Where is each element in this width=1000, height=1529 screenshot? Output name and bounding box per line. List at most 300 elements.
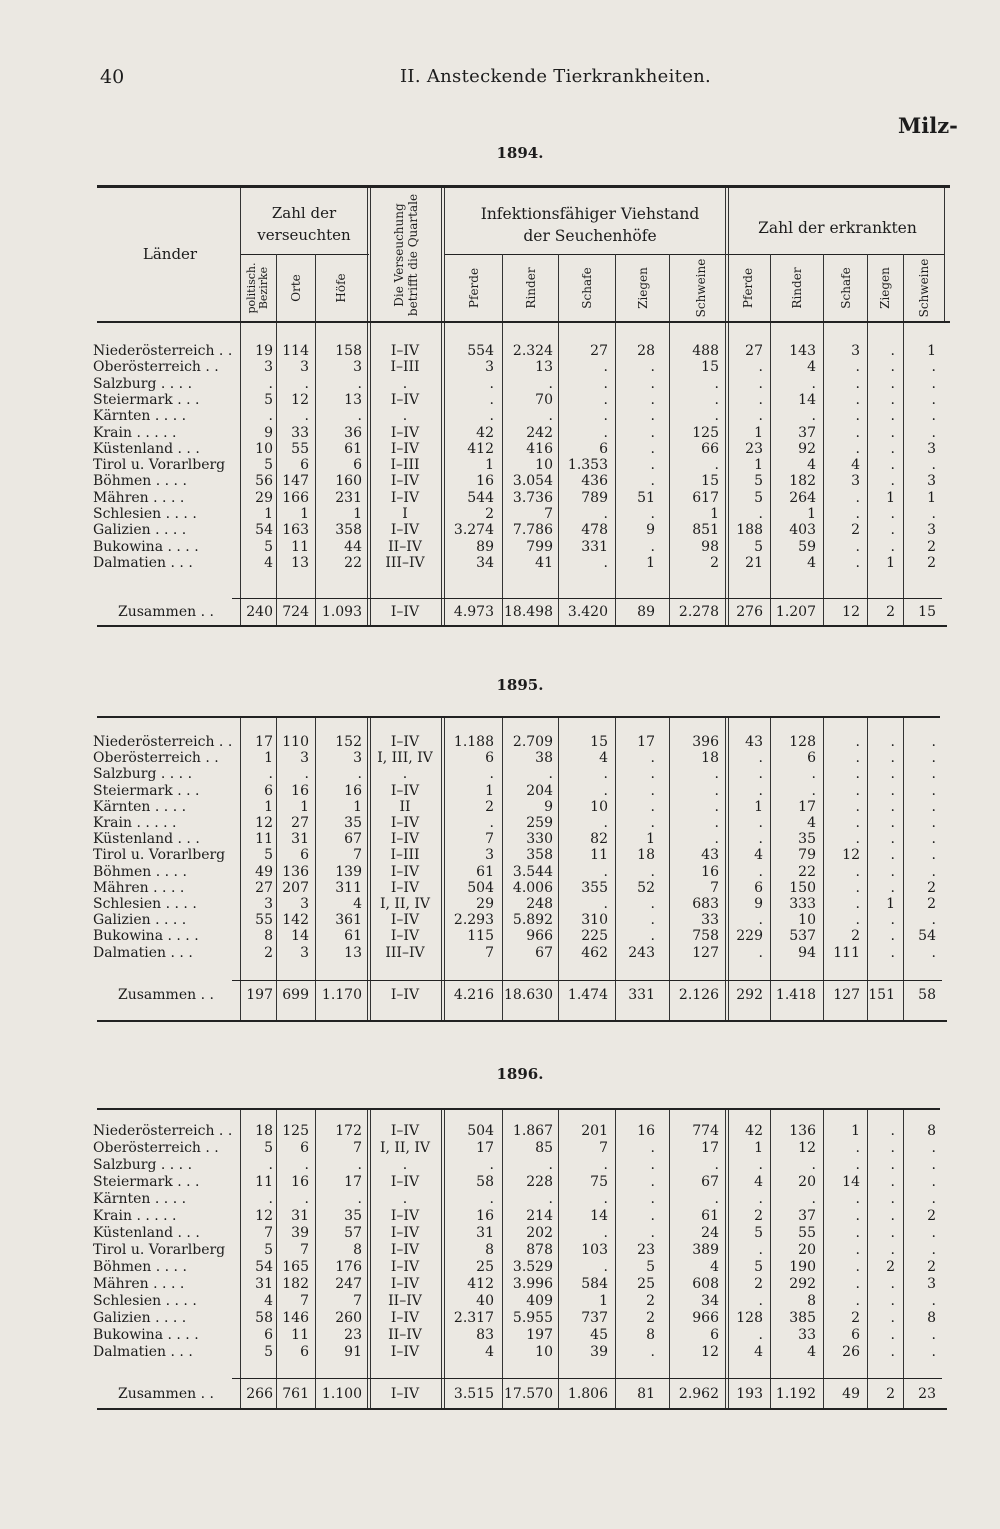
land-name: Küstenland . . . [93,440,200,457]
table-cell: 13 [344,391,362,408]
table-cell: 31 [291,831,309,848]
land-name: Küstenland . . . [93,831,200,848]
land-name: Galizien . . . . [93,912,187,929]
table-cell: . [758,912,763,929]
table-cell: 3 [300,359,309,376]
table-cell: . [758,863,763,880]
table-cell: 412 [467,1276,494,1292]
table-cell: 49 [255,863,273,880]
table-cell: 478 [581,522,608,539]
land-name: Niederösterreich . . [93,343,233,359]
table-cell: . [890,391,895,408]
total-cell: 331 [628,987,655,1003]
header-pferde-erkrankt: Pferde [741,267,755,309]
table-cell: 197 [526,1327,553,1343]
table-cell: . [890,782,895,799]
table-cell: . [890,375,895,392]
table-cell: 851 [692,522,719,539]
table-cell: . [855,766,860,783]
table-cell: . [304,766,309,783]
table-cell: 7 [599,1140,608,1156]
land-name: Bukowina . . . . [93,928,199,945]
table-cell: 4 [599,750,608,767]
land-name: Salzburg . . . . [93,1157,193,1173]
table-cell: . [931,1327,936,1343]
total-cell: 1.418 [775,987,816,1003]
table-cell: . [890,343,895,359]
table-cell: . [811,408,816,425]
table-cell: . [931,506,936,522]
table-cell: 15 [701,359,719,376]
table-cell: 125 [692,424,719,441]
table-cell: 14 [798,391,816,408]
total-cell: I–IV [390,1386,420,1402]
land-name: Krain . . . . . [93,815,177,831]
table-cell: 3 [927,1276,936,1292]
table-cell: 1 [851,1123,860,1139]
header-quartale: Die Verseuchung betrifft die Quartale [392,193,420,317]
table-cell: 125 [282,1123,309,1139]
table-cell: 12 [701,1344,719,1360]
total-cell: 3.515 [453,1386,494,1402]
table-cell: 229 [736,928,763,945]
table-cell: . [855,1225,860,1241]
table-cell: 10 [255,440,273,457]
table-cell: 2 [927,879,936,896]
table-cell: . [855,359,860,376]
table-cell: 16 [291,782,309,799]
table-cell: 310 [581,912,608,929]
table-cell: . [855,1157,860,1173]
table-cell: 412 [467,440,494,457]
table-cell: . [855,489,860,506]
table-cell: 488 [692,343,719,359]
table-cell: . [855,750,860,767]
table-cell: 172 [335,1123,362,1139]
table-cell: 8 [927,1310,936,1326]
table-cell: 37 [798,1208,816,1224]
total-cell: I–IV [390,987,420,1003]
header-schweine: Schweine [694,258,708,318]
table-cell: 4 [807,815,816,831]
table-cell: 2 [710,554,719,571]
table-cell: 3.054 [512,473,553,490]
table-cell: 330 [526,831,553,848]
table-cell: . [890,912,895,929]
table-cell: . [603,782,608,799]
table-cell: 8 [353,1242,362,1258]
table-cell: 264 [789,489,816,506]
table-cell: . [714,408,719,425]
table-cell: 2 [264,944,273,961]
table-cell: 6 [300,847,309,864]
table-cell: . [714,457,719,474]
table-cell: 3 [851,343,860,359]
table-cell: 2 [927,1208,936,1224]
table-cell: 17 [798,798,816,815]
table-cell: . [603,1191,608,1207]
table-cell: 1 [927,343,936,359]
table-cell: . [855,1191,860,1207]
table-cell: 204 [526,782,553,799]
table-cell: 85 [535,1140,553,1156]
table-cell: . [855,831,860,848]
table-cell: 12 [798,1140,816,1156]
table-cell: 10 [798,912,816,929]
table-cell: 4 [264,1293,273,1309]
table-cell: 7 [485,831,494,848]
table-cell: 14 [590,1208,608,1224]
table-cell: 27 [745,343,763,359]
table-cell: . [714,1157,719,1173]
table-cell: 59 [798,538,816,555]
table-cell: . [650,1191,655,1207]
table-cell: 2 [754,1208,763,1224]
page-number: 40 [100,66,125,88]
table-cell: 12 [291,391,309,408]
table-cell: . [268,375,273,392]
table-cell: I–IV [390,782,420,799]
table-cell: . [890,928,895,945]
table-cell: . [650,375,655,392]
table-cell: I [402,506,408,522]
table-cell: . [357,408,362,425]
table-cell: 966 [692,1310,719,1326]
header-schafe: Schafe [580,267,594,309]
total-cell: 197 [246,987,273,1003]
table-cell: 25 [637,1276,655,1292]
table-cell: I–IV [390,1174,420,1190]
table-cell: I–IV [390,473,420,490]
table-cell: . [650,538,655,555]
table-cell: 2 [927,1259,936,1275]
table-cell: . [603,766,608,783]
total-cell: 12 [842,604,860,620]
table-cell: 17 [344,1174,362,1190]
table-cell: . [402,375,408,392]
table-cell: . [890,815,895,831]
table-cell: . [714,831,719,848]
table-cell: 16 [476,473,494,490]
table-cell: 35 [344,815,362,831]
table-cell: 1 [599,1293,608,1309]
table-cell: . [890,1242,895,1258]
table-cell: . [890,440,895,457]
table-cell: . [714,782,719,799]
table-cell: I–IV [390,440,420,457]
table-cell: . [890,538,895,555]
total-cell: 761 [282,1386,309,1402]
table-cell: 13 [344,944,362,961]
total-cell: 1.192 [775,1386,816,1402]
table-cell: . [855,1242,860,1258]
table-cell: 361 [335,912,362,929]
table-cell: . [855,1140,860,1156]
table-cell: 1 [300,798,309,815]
table-cell: . [931,1157,936,1173]
table-cell: 4 [353,896,362,912]
total-cell: 1.474 [567,987,608,1003]
land-name: Tirol u. Vorarlberg [93,457,226,474]
table-cell: 45 [590,1327,608,1343]
total-cell: 58 [918,987,936,1003]
table-cell: 259 [526,815,553,831]
table-cell: 8 [927,1123,936,1139]
header-bezirke: politisch. Bezirke [245,262,270,314]
table-cell: . [890,734,895,750]
table-cell: . [855,554,860,571]
table-cell: . [402,408,408,425]
table-cell: . [890,798,895,815]
table-cell: 260 [335,1310,362,1326]
table-cell: 1 [754,798,763,815]
table-cell: 3.736 [512,489,553,506]
table-cell: 4 [754,1174,763,1190]
land-name: Oberösterreich . . [93,1140,219,1156]
table-cell: 158 [335,343,362,359]
header-ziegen: Ziegen [636,267,650,309]
table-cell: 8 [646,1327,655,1343]
table-cell: I–IV [390,424,420,441]
table-cell: 12 [842,847,860,864]
table-top-rule [97,716,940,718]
table-cell: I–IV [390,1208,420,1224]
table-cell: . [855,782,860,799]
table-cell: . [855,424,860,441]
total-cell: 2.278 [678,604,719,620]
table-cell: . [758,1191,763,1207]
table-cell: II–IV [388,1293,422,1309]
header-schweine-erkrankt: Schweine [917,258,931,318]
total-cell: 81 [637,1386,655,1402]
table-cell: . [489,815,494,831]
table-cell: 23 [745,440,763,457]
table-cell: 16 [344,782,362,799]
table-cell: . [758,944,763,961]
total-cell: 1.207 [775,604,816,620]
table-cell: . [650,782,655,799]
table-cell: 70 [535,391,553,408]
land-name: Kärnten . . . . [93,798,187,815]
table-cell: 16 [476,1208,494,1224]
table-cell: 7.786 [512,522,553,539]
table-cell: 358 [526,847,553,864]
table-cell: . [931,375,936,392]
table-cell: 4 [807,457,816,474]
table-cell: . [931,1242,936,1258]
table-cell: 5 [754,1259,763,1275]
table-cell: 7 [300,1293,309,1309]
table-cell: 127 [692,944,719,961]
table-cell: 61 [701,1208,719,1224]
land-name: Salzburg . . . . [93,766,193,783]
table-cell: . [603,391,608,408]
land-name: Kärnten . . . . [93,408,187,425]
table-cell: . [811,782,816,799]
table-cell: . [714,375,719,392]
table-cell: I–IV [390,831,420,848]
table-cell: 799 [526,538,553,555]
table-cell: 139 [335,863,362,880]
table-cell: 3 [927,440,936,457]
total-cell: 1.093 [321,604,362,620]
total-cell: 2 [886,1386,895,1402]
table-cell: 2 [485,798,494,815]
table-cell: 67 [535,944,553,961]
total-cell: 15 [918,604,936,620]
table-cell: 17 [476,1140,494,1156]
table-cell: . [650,440,655,457]
table-cell: 98 [701,538,719,555]
table-cell: 147 [282,473,309,490]
table-cell: 150 [789,879,816,896]
table-cell: . [758,750,763,767]
table-cell: . [931,831,936,848]
table-cell: 396 [692,734,719,750]
table-cell: 3 [300,944,309,961]
header-pferde: Pferde [467,267,481,309]
table-cell: 1 [264,506,273,522]
table-cell: 58 [255,1310,273,1326]
land-name: Schlesien . . . . [93,506,197,522]
table-cell: 83 [476,1327,494,1343]
table-cell: . [268,1157,273,1173]
table-cell: 67 [701,1174,719,1190]
table-cell: III–IV [385,554,425,571]
table-cell: . [548,1157,553,1173]
land-name: Galizien . . . . [93,1310,187,1326]
table-cell: I–IV [390,879,420,896]
header-orte: Orte [289,274,303,302]
table-cell: . [357,1157,362,1173]
table-cell: 11 [255,831,273,848]
table-cell: 1 [886,554,895,571]
table-cell: I, III, IV [377,750,433,767]
table-cell: 54 [255,522,273,539]
table-cell: 136 [282,863,309,880]
running-head: II. Ansteckende Tierkrankheiten. [400,66,712,87]
table-cell: . [758,506,763,522]
table-cell: 2.709 [512,734,553,750]
total-cell: 724 [282,604,309,620]
table-cell: 18 [255,1123,273,1139]
header-laender: Länder [142,245,198,263]
table-cell: 537 [789,928,816,945]
table-cell: I–IV [390,734,420,750]
table-cell: 19 [255,343,273,359]
table-cell: . [811,1191,816,1207]
table-cell: 10 [535,1344,553,1360]
table-cell: 58 [476,1174,494,1190]
table-cell: . [758,359,763,376]
table-top-rule [97,1108,940,1110]
table-cell: 966 [526,928,553,945]
table-cell: 14 [291,928,309,945]
land-name: Mähren . . . . [93,879,185,896]
table-cell: 9 [646,522,655,539]
table-cell: 11 [590,847,608,864]
table-cell: 182 [282,1276,309,1292]
land-name: Galizien . . . . [93,522,187,539]
table-cell: 9 [544,798,553,815]
table-cell: 1 [754,1140,763,1156]
table-cell: 43 [701,847,719,864]
table-cell: . [931,1140,936,1156]
table-cell: . [758,782,763,799]
table-cell: . [402,1191,408,1207]
table-cell: . [603,554,608,571]
table-cell: 190 [789,1259,816,1275]
table-cell: . [890,1293,895,1309]
table-cell: . [650,473,655,490]
table-cell: 114 [282,343,309,359]
table-cell: 17 [255,734,273,750]
table-cell: 37 [798,424,816,441]
land-name: Dalmatien . . . [93,1344,193,1360]
header-schafe-erkrankt: Schafe [839,267,853,309]
table-cell: 3 [300,750,309,767]
table-cell: 1 [353,798,362,815]
table-cell: . [811,766,816,783]
table-cell: . [890,766,895,783]
total-cell: 266 [246,1386,273,1402]
table-cell: 160 [335,473,362,490]
table-cell: 4 [485,1344,494,1360]
total-rule [232,598,942,599]
table-cell: . [268,766,273,783]
table-cell: 3 [353,750,362,767]
table-cell: . [931,1174,936,1190]
table-cell: 29 [255,489,273,506]
table-cell: 31 [476,1225,494,1241]
table-cell: 11 [291,538,309,555]
table-cell: 5 [264,1140,273,1156]
table-cell: 166 [282,489,309,506]
table-cell: . [855,391,860,408]
table-cell: . [268,408,273,425]
table-cell: . [758,375,763,392]
table-cell: 110 [282,734,309,750]
land-name: Niederösterreich . . [93,1123,233,1139]
table-cell: . [890,522,895,539]
table-cell: . [758,831,763,848]
table-cell: I–III [390,847,420,864]
table-cell: . [890,1327,895,1343]
table-cell: 6 [264,1327,273,1343]
total-cell: 23 [918,1386,936,1402]
table-cell: . [811,1157,816,1173]
total-label: Zusammen . . [118,987,214,1003]
total-cell: 699 [282,987,309,1003]
table-cell: 4 [710,1259,719,1275]
table-cell: . [758,766,763,783]
table-cell: 358 [335,522,362,539]
land-name: Oberösterreich . . [93,750,219,767]
table-cell: 504 [467,1123,494,1139]
table-cell: 2.324 [512,343,553,359]
table-cell: . [548,375,553,392]
table-cell: 584 [581,1276,608,1292]
table-cell: 243 [628,944,655,961]
table-cell: I–IV [390,1242,420,1258]
table-cell: 27 [255,879,273,896]
table-cell: . [603,375,608,392]
table-cell: . [714,815,719,831]
table-cell: 61 [344,928,362,945]
table-cell: 6 [300,457,309,474]
table-cell: . [931,782,936,799]
table-cell: 4 [754,847,763,864]
